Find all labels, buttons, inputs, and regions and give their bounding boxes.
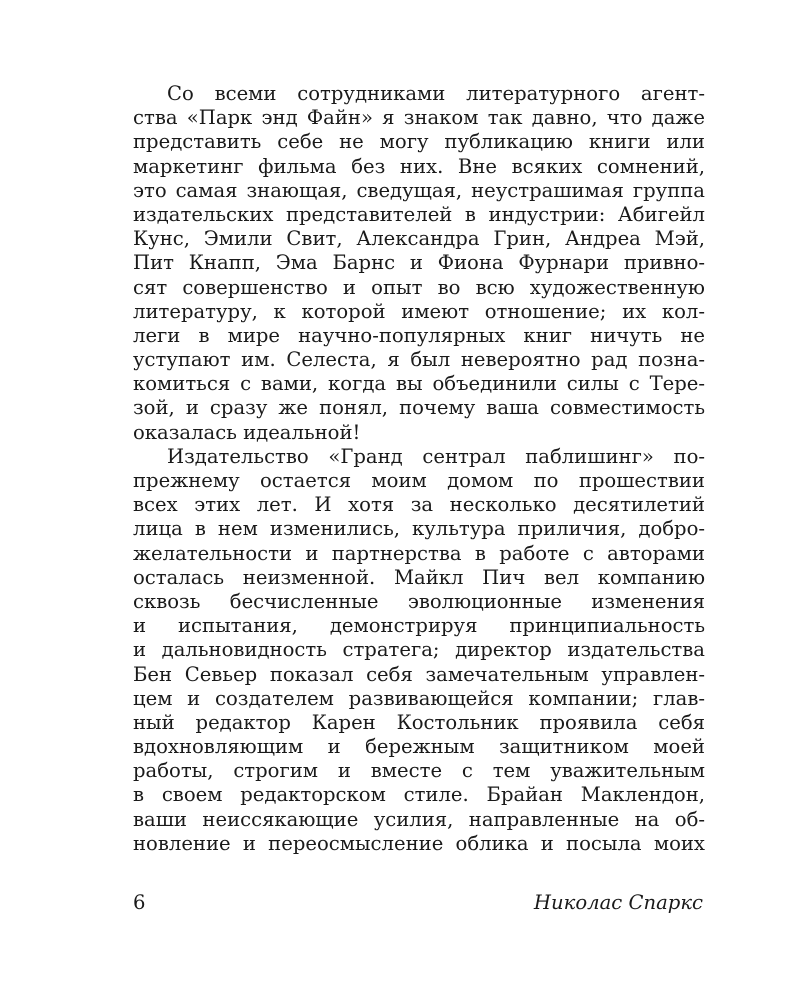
- paragraph: [133, 445, 705, 856]
- text-line: работы, строгим и вместе с тем уважительным: [133, 759, 705, 783]
- text-line: ства «Парк энд Файн» я знаком так давно, что даже: [133, 106, 705, 130]
- text-line: осталась неизменной. Майкл Пич вел компанию: [133, 565, 705, 589]
- text-line: комиться с вами, когда вы объединили силы с Тере-: [133, 372, 705, 396]
- text-line: лица в нем изменились, культура приличия, добро-: [133, 517, 705, 541]
- text-line: литературу, к которой имеют отношение; их кол-: [133, 299, 705, 323]
- text-line: и испытания, демонстрируя принципиальность: [133, 614, 705, 638]
- text-line: оказалась идеальной!: [133, 420, 361, 444]
- text-line: ный редактор Карен Костольник проявила себя: [133, 710, 705, 734]
- text-line: желательности и партнерства в работе с авторами: [133, 541, 705, 565]
- text-line: маркетинг фильма без них. Вне всяких сомнений,: [133, 154, 705, 178]
- text-line: всех этих лет. И хотя за несколько десятилетий: [133, 493, 705, 517]
- text-line: цем и создателем развивающейся компании; глав-: [133, 686, 705, 710]
- text-line: Бен Севьер показал себя замечательным управлен-: [133, 662, 705, 686]
- paragraphs: [133, 82, 705, 856]
- paragraph: [133, 82, 705, 445]
- text-line: Со всеми сотрудниками литературного агент-: [167, 82, 705, 105]
- text-line: сят совершенство и опыт во всю художественную: [133, 275, 705, 299]
- text-line: леги в мире научно-популярных книг ничуть не: [133, 323, 705, 347]
- text-line: издательских представителей в индустрии: Абигейл: [133, 202, 705, 226]
- page-footer: [133, 890, 703, 916]
- text-line: новление и переосмысление облика и посыла моих: [133, 831, 705, 855]
- text-line: вдохновляющим и бережным защитником моей: [133, 735, 705, 759]
- text-line: прежнему остается моим домом по прошествии: [133, 469, 705, 492]
- text-line: сквозь бесчисленные эволюционные изменения: [133, 589, 705, 613]
- text-line: Пит Кнапп, Эма Барнс и Фиона Фурнари привно-: [133, 251, 705, 275]
- running-author: Николас Спаркс: [533, 891, 703, 914]
- body-text: [133, 82, 705, 856]
- text-line: уступают им. Селеста, я был невероятно рад позна-: [133, 348, 705, 372]
- text-line: ваши неиссякающие усилия, направленные на об-: [133, 807, 705, 831]
- text-line: Издательство «Гранд сентрал паблишинг» по-: [167, 444, 705, 468]
- text-line: Кунс, Эмили Свит, Александра Грин, Андреа Мэй,: [133, 227, 705, 251]
- text-line: представить себе не могу публикацию книги или: [133, 130, 705, 154]
- page-number: 6: [133, 891, 146, 914]
- text-line: это самая знающая, сведущая, неустрашимая группа: [133, 178, 705, 202]
- text-line: в своем редакторском стиле. Брайан Маклендон,: [133, 783, 705, 807]
- text-line: и дальновидность стратега; директор издательства: [133, 638, 705, 662]
- text-line: зой, и сразу же понял, почему ваша совместимость: [133, 396, 705, 420]
